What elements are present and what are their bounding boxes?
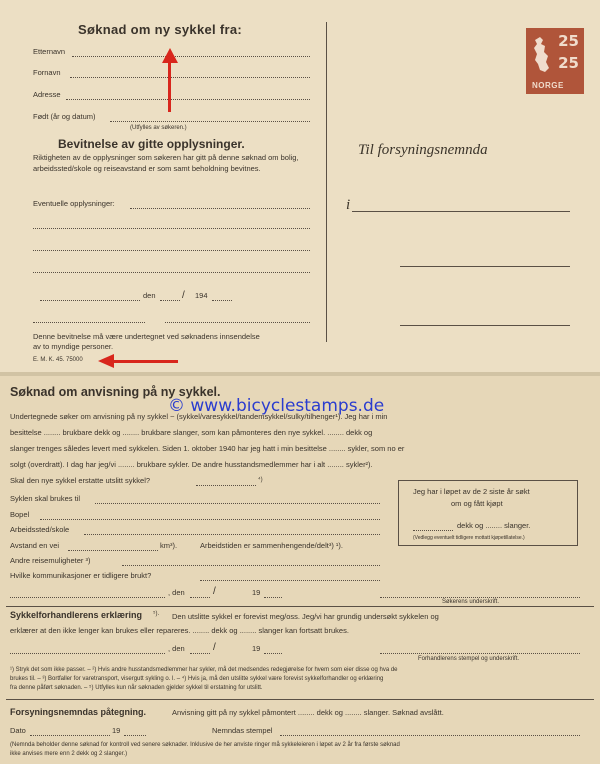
- fields-note: (Utfylles av søkeren.): [130, 125, 187, 131]
- q-bopel-line[interactable]: [40, 519, 380, 520]
- address-line-2[interactable]: [400, 266, 570, 267]
- red-arrow-vertical: [168, 62, 171, 112]
- applicant-date-slash: /: [213, 586, 216, 597]
- date-suffix: 194: [195, 291, 208, 300]
- board-text: Anvisning gitt på ny sykkel påmontert ........ dekk og ........ slanger. Søknad avslått.: [172, 708, 444, 717]
- previous-purchase-box: [398, 480, 578, 546]
- back-title: Søknad om anvisning på ny sykkel.: [10, 385, 221, 399]
- applicant-day-line[interactable]: [190, 597, 210, 598]
- attest-text: Riktigheten av de opplysninger som søkeren har gitt på denne søknad om bolig, arbeidssted/skole og reiseavstand er som samt beholdning bevitnes.: [33, 153, 299, 173]
- field-line-birth[interactable]: [110, 121, 310, 122]
- stamp-country: NORGE: [532, 81, 564, 90]
- board-year-line[interactable]: [124, 735, 146, 736]
- dealer-text-1: Den utslitte sykkel er forevist meg/oss. Jeg/vi har grundig undersøkt sykkelen og: [172, 612, 439, 621]
- field-line-firstname[interactable]: [70, 77, 310, 78]
- box-line-3: dekk og ........ slanger.: [457, 521, 531, 530]
- board-date-label: Dato: [10, 726, 26, 735]
- board-year: 19: [112, 726, 121, 735]
- address-initial: i: [346, 197, 351, 213]
- box-tires-line[interactable]: [413, 530, 453, 531]
- address-line-1[interactable]: [352, 211, 570, 212]
- postage-stamp: [526, 28, 584, 94]
- dealer-day-line[interactable]: [190, 653, 210, 654]
- q-replace-note: ⁴): [258, 477, 263, 483]
- q-transport-line[interactable]: [200, 580, 380, 581]
- extra-label: Eventuelle opplysninger:: [33, 199, 115, 208]
- field-label-lastname: Etternavn: [33, 47, 66, 56]
- q-use-line[interactable]: [95, 503, 380, 504]
- field-label-address: Adresse: [33, 90, 61, 99]
- footnote-line-1: ¹) Stryk det som ikke passer. – ²) Hvis andre husstandsmedlemmer har sykler, må det medsendes redegjørelse for hvem som eier disse og hva de: [10, 667, 398, 673]
- q-replace-line[interactable]: [196, 485, 256, 486]
- q-use: Syklen skal brukes til: [10, 494, 81, 503]
- intro-line-2: besittelse ........ brukbare dekk og ........ brukbare slanger, som kan påmonteres den nye sykkel. ........ dekk og: [10, 428, 373, 437]
- field-line-address[interactable]: [66, 99, 310, 100]
- box-line-2: om og fått kjøpt: [451, 499, 503, 508]
- dealer-place-line[interactable]: [10, 653, 165, 654]
- date-prefix: den: [143, 291, 156, 300]
- section-rule-1: [6, 606, 594, 607]
- recipient-label: Til forsyningsnemnda: [358, 142, 488, 158]
- applicant-place-line[interactable]: [10, 597, 165, 598]
- card-divider: [326, 22, 327, 342]
- date-slash: /: [182, 290, 185, 301]
- stamp-value-top: 25: [558, 32, 579, 50]
- q-worktime: Arbeidstiden er sammenhengende/delt³) ¹).: [200, 541, 343, 550]
- date-place-line[interactable]: [40, 300, 140, 301]
- lion-icon: [531, 34, 553, 76]
- board-note-2: ikke anvises mere enn 2 dekk og 2 slanger.): [10, 751, 128, 757]
- applicant-date-prefix: , den: [168, 588, 185, 597]
- front-title: Søknad om ny sykkel fra:: [78, 22, 242, 37]
- date-year-line[interactable]: [212, 300, 232, 301]
- dealer-date-prefix: , den: [168, 644, 185, 653]
- footer-text-1: Denne bevitnelse må være undertegnet ved søknadens innsendelse: [33, 332, 260, 341]
- q-bopel: Bopel: [10, 510, 30, 519]
- section-rule-2: [6, 699, 594, 700]
- witness-line-1[interactable]: [33, 322, 145, 323]
- field-line-lastname[interactable]: [72, 56, 310, 57]
- q-replace: Skal den nye sykkel erstatte utslitt sykkel?: [10, 476, 151, 485]
- dealer-text-2: erklærer at den ikke lenger kan brukes eller repareres. ........ dekk og ........ slanger kan fortsatt brukes.: [10, 626, 349, 635]
- q-other: Andre reisemuligheter ³): [10, 556, 91, 565]
- q-work: Arbeidssted/skole: [10, 525, 70, 534]
- extra-line-4[interactable]: [33, 272, 310, 273]
- applicant-date-year: 19: [252, 588, 261, 597]
- extra-line-3[interactable]: [33, 250, 310, 251]
- red-arrow-head-left-icon: [98, 354, 114, 368]
- intro-line-3: slanger trenges således levert med sykkelen. Siden 1. oktober 1940 har jeg hatt i min besittelse ........ sykler, som no er: [10, 444, 405, 453]
- extra-line-1[interactable]: [130, 208, 310, 209]
- red-arrow-head-up-icon: [162, 48, 178, 63]
- intro-line-1: Undertegnede søker om anvisning på ny sykkel ~ (sykkel/varesykkel/tandemsykkel/sulky/tilhenger¹). Jeg har i min: [10, 412, 388, 421]
- address-line-3[interactable]: [400, 325, 570, 326]
- q-work-line[interactable]: [84, 534, 380, 535]
- stamp-value-bottom: 25: [558, 54, 579, 72]
- dealer-date-slash: /: [213, 642, 216, 653]
- field-label-birth: Født (år og datum): [33, 112, 96, 121]
- applicant-year-line[interactable]: [264, 597, 282, 598]
- print-code: E. M. K. 45. 75000: [33, 357, 83, 363]
- applicant-signature-line[interactable]: [380, 597, 580, 598]
- q-distance-line[interactable]: [68, 550, 158, 551]
- field-label-firstname: Fornavn: [33, 68, 61, 77]
- red-arrow-horizontal: [113, 360, 178, 363]
- board-stamp-line[interactable]: [280, 735, 580, 736]
- dealer-date-year: 19: [252, 644, 261, 653]
- board-note-1: (Nemnda beholder denne søknad for kontroll ved senere søknader. Inklusive de her anviste ringer må sykkeleieren i løpet av 2 år fra første søknad: [10, 742, 400, 748]
- dealer-title: Sykkelforhandlerens erklæring: [10, 610, 143, 620]
- q-distance-unit: km³).: [160, 541, 178, 550]
- q-transport: Hvilke kommunikasjoner er tidligere brukt?: [10, 571, 152, 580]
- box-line-1: Jeg har i løpet av de 2 siste år søkt: [413, 487, 530, 496]
- extra-line-2[interactable]: [33, 228, 310, 229]
- board-title: Forsyningsnemndas påtegning.: [10, 707, 147, 717]
- board-stamp-label: Nemndas stempel: [212, 726, 273, 735]
- footnote-line-3: fra denne påført søknaden. – ⁵) Utfylles kun når søknaden gjelder sykkel til erstatning for utslitt.: [10, 685, 263, 691]
- board-date-line[interactable]: [30, 735, 110, 736]
- applicant-signature-label: Søkerens underskrift.: [442, 599, 500, 605]
- footnote-line-2: brukes til. – ³) Bortfaller for varetransport, visergutt sykling o. l. – ⁴) Hvis ja, må den utslitte sykkel være forevist sykkelforhandler og erklæring: [10, 676, 384, 682]
- dealer-note: ⁵).: [153, 611, 160, 617]
- date-day-line[interactable]: [160, 300, 180, 301]
- footer-text-2: av to myndige personer.: [33, 342, 114, 351]
- witness-line-2[interactable]: [165, 322, 310, 323]
- dealer-signature-label: Forhandlerens stempel og underskrift.: [418, 656, 520, 662]
- watermark: © www.bicyclestamps.de: [168, 396, 385, 416]
- box-note: (Vedlegg eventuelt tidligere mottatt kjøpetillatelse.): [413, 535, 525, 541]
- q-other-line[interactable]: [122, 565, 380, 566]
- attest-title: Bevitnelse av gitte opplysninger.: [58, 137, 245, 151]
- q-distance: Avstand en vei: [10, 541, 60, 550]
- intro-line-4: solgt (overdratt). I dag har jeg/vi ........ brukbare sykler. De andre husstandsmedlemmer har i alt ........ sykler²).: [10, 460, 373, 469]
- dealer-signature-line[interactable]: [380, 653, 580, 654]
- dealer-year-line[interactable]: [264, 653, 282, 654]
